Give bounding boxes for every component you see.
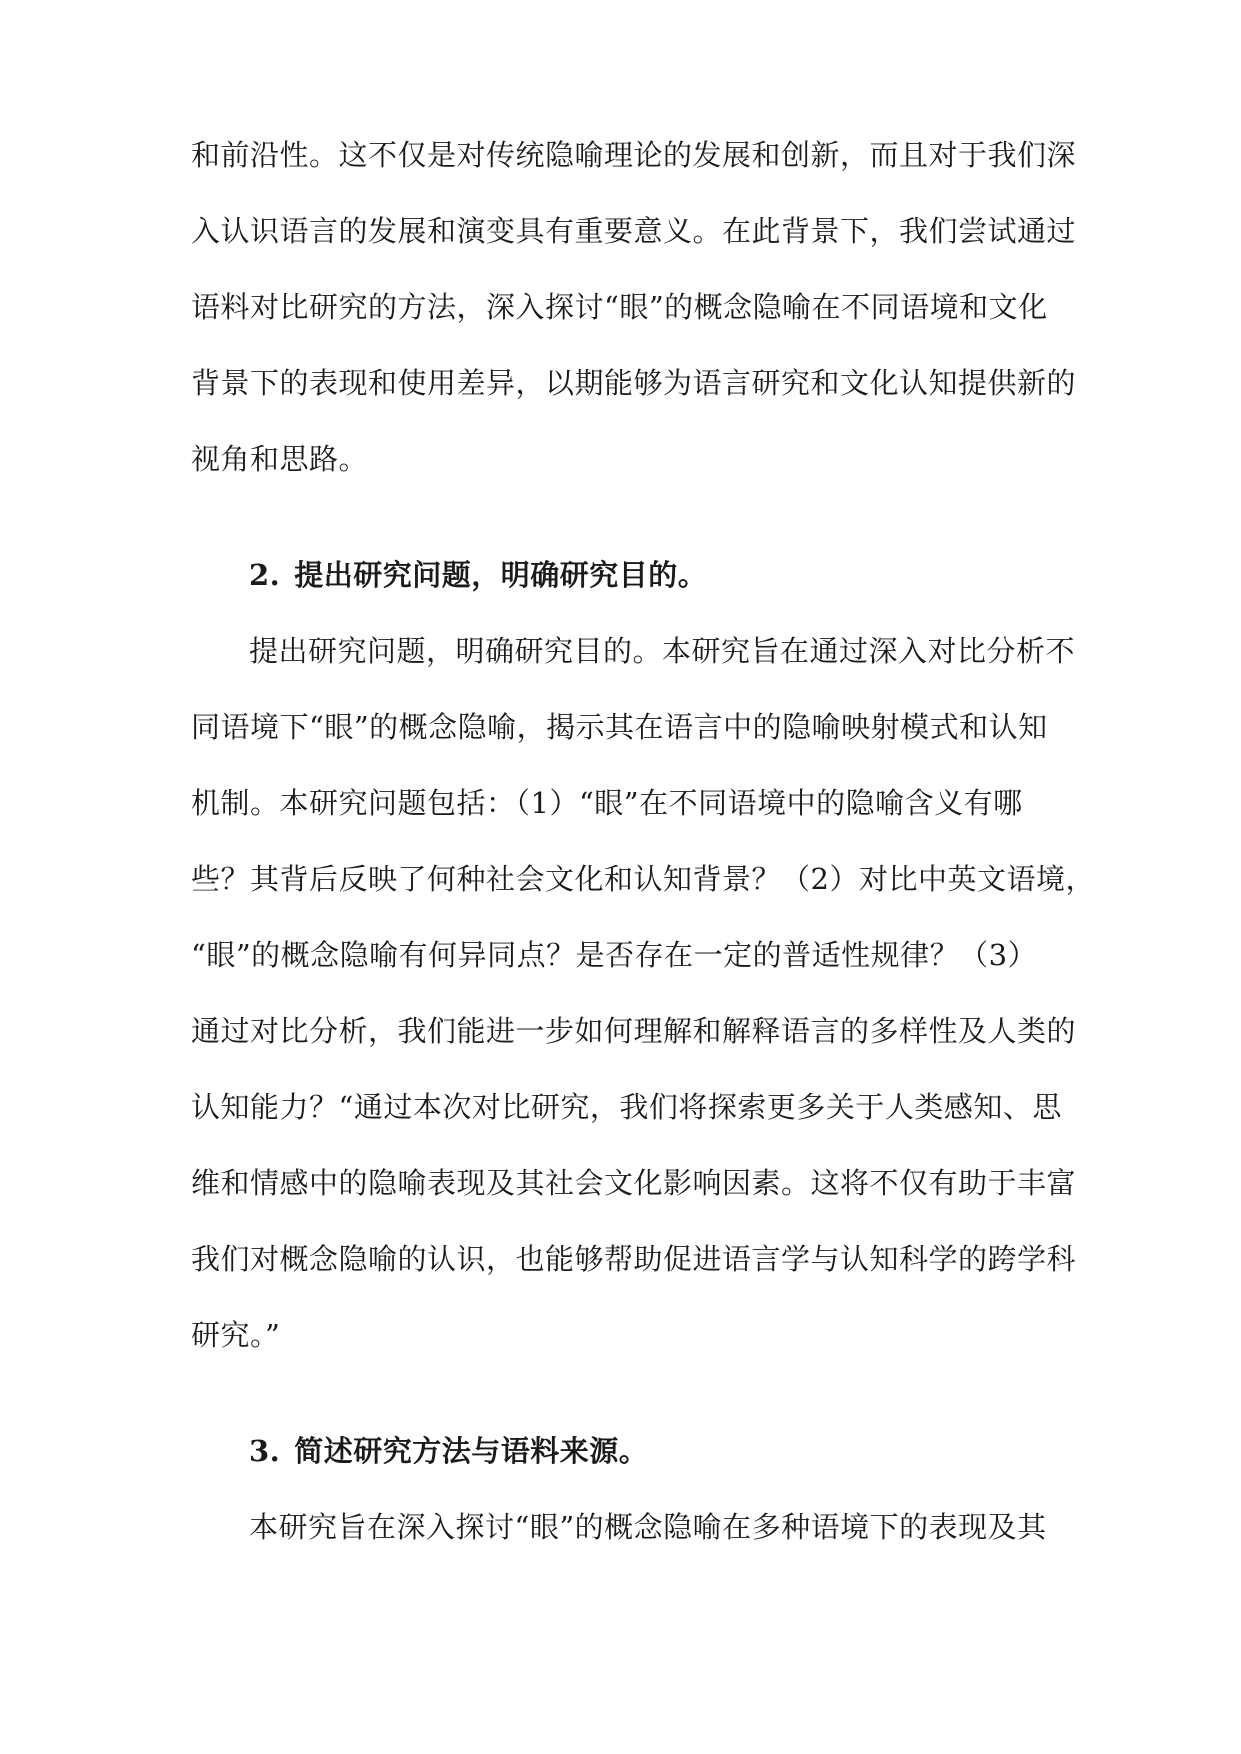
section-heading-3: [249, 1432, 648, 1470]
paragraph-2-line-7: 认知能力？“通过本次对比研究，我们将探索更多关于人类感知、思: [191, 1090, 1062, 1124]
paragraph-1-line-4: 背景下的表现和使用差异，以期能够为语言研究和文化认知提供新的: [191, 366, 1077, 400]
paragraph-2-line-1: 提出研究问题，明确研究目的。本研究旨在通过深入对比分析不: [249, 634, 1076, 668]
section-title: 简述研究方法与语料来源。: [294, 1434, 649, 1468]
section-heading-2: [249, 556, 707, 594]
paragraph-1-line-2: 入认识语言的发展和演变具有重要意义。在此背景下，我们尝试通过: [191, 214, 1077, 248]
paragraph-2-line-4: 些？其背后反映了何种社会文化和认知背景？（2）对比中英文语境，: [191, 862, 1095, 896]
paragraph-3-line-1: 本研究旨在深入探讨“眼”的概念隐喻在多种语境下的表现及其: [249, 1510, 1047, 1544]
paragraph-2-line-6: 通过对比分析，我们能进一步如何理解和解释语言的多样性及人类的: [191, 1014, 1077, 1048]
paragraph-1-line-1: 和前沿性。这不仅是对传统隐喻理论的发展和创新，而且对于我们深: [191, 138, 1077, 172]
section-number: 2.: [249, 558, 281, 592]
paragraph-2-line-8: 维和情感中的隐喻表现及其社会文化影响因素。这将不仅有助于丰富: [191, 1166, 1077, 1200]
paragraph-1-line-5: 视角和思路。: [191, 442, 369, 476]
paragraph-1-line-3: 语料对比研究的方法，深入探讨“眼”的概念隐喻在不同语境和文化: [191, 290, 1048, 324]
section-title: 提出研究问题，明确研究目的。: [294, 558, 708, 592]
paragraph-2-line-9: 我们对概念隐喻的认识，也能够帮助促进语言学与认知科学的跨学科: [191, 1242, 1077, 1276]
paragraph-2-line-3: 机制。本研究问题包括：（1）“眼”在不同语境中的隐喻含义有哪: [191, 786, 1023, 820]
paragraph-2-line-2: 同语境下“眼”的概念隐喻，揭示其在语言中的隐喻映射模式和认知: [191, 710, 1048, 744]
paragraph-2-line-5: “眼”的概念隐喻有何异同点？是否存在一定的普适性规律？（3）: [191, 938, 1038, 972]
section-number: 3.: [249, 1434, 281, 1468]
paragraph-2-line-10: 研究。”: [191, 1318, 281, 1352]
